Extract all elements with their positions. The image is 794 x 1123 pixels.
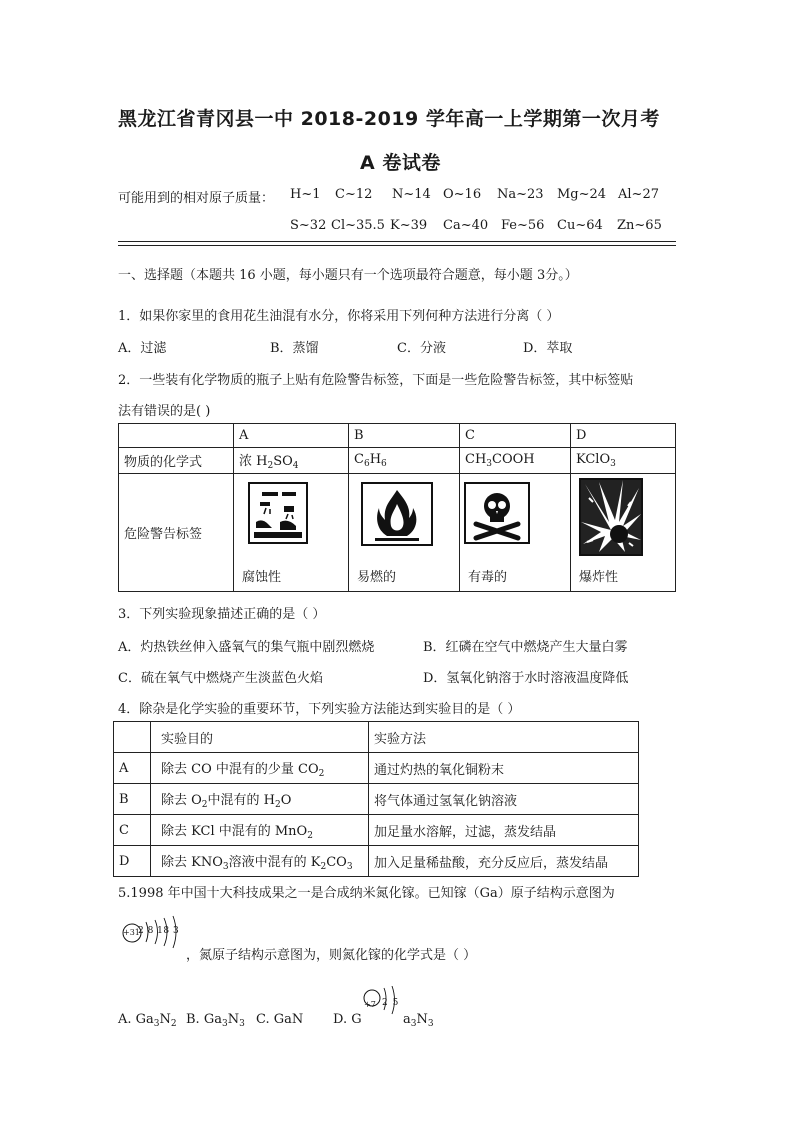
q5-stem-line2: ，氮原子结构示意图为，则氮化镓的化学式是（ ） — [186, 948, 477, 963]
q2-formula-a — [234, 448, 349, 474]
q5-option-c: C. GaN — [256, 1012, 304, 1027]
q2-formula-b — [349, 448, 460, 474]
q3-option-c: C．硫在氧气中燃烧产生淡蓝色火焰 — [118, 671, 323, 686]
option-subscript: 3 — [239, 1019, 245, 1029]
q4-row-a-method: 通过灼热的氧化铜粉末 — [369, 753, 639, 784]
formula-subscript: 3 — [610, 459, 616, 469]
q2-formula-d — [571, 448, 676, 474]
q2-formula-c — [460, 448, 571, 474]
q1-option-a: A．过滤 — [118, 341, 167, 356]
purpose-text: 除去 KCl 中混有的 MnO — [161, 823, 308, 839]
q4-header-purpose: 实验目的 — [151, 722, 369, 753]
q2-label-cell-b — [349, 474, 460, 592]
q1-stem: 1．如果你家里的食用花生油混有水分，你将采用下列何种方法进行分离（ ） — [118, 309, 560, 324]
purpose-text: 除去 CO 中混有的少量 CO — [161, 761, 319, 777]
q1-option-d: D．萃取 — [523, 341, 573, 356]
q2-label-cell-c — [460, 474, 571, 592]
q2-row-formula-header: 物质的化学式 — [119, 448, 234, 474]
header-divider-bottom — [118, 245, 676, 246]
purpose-subscript: 3 — [222, 861, 229, 872]
n-electron-shells: 2 5 — [382, 998, 400, 1008]
q3-option-b: B．红磷在空气中燃烧产生大量白雾 — [423, 640, 628, 655]
q2-label-d: 爆炸性 — [579, 570, 619, 585]
q4-row-d-letter: D — [114, 846, 151, 877]
purpose-text: 除去 O — [161, 792, 202, 808]
formula-text: COOH — [492, 452, 535, 467]
q2-col-c: C — [460, 424, 571, 448]
formula-text: C — [354, 452, 364, 467]
q4-header-method: 实验方法 — [369, 722, 639, 753]
q4-row-a-purpose — [151, 753, 369, 784]
formula-subscript: 2 — [267, 461, 274, 471]
q5-stem-line1: 5.1998 年中国十大科技成果之一是合成纳米氮化镓。已知镓（Ga）原子结构示意图为 — [118, 886, 615, 901]
atomic-mass-o: O~16 — [443, 187, 482, 202]
purpose-text: 中混有的 H — [207, 792, 276, 808]
ga-nucleus-charge: +31 — [123, 928, 140, 937]
atomic-mass-mg: Mg~24 — [557, 187, 607, 202]
q4-row-c-letter: C — [114, 815, 151, 846]
q3-option-d: D．氢氧化钠溶于水时溶液温度降低 — [423, 671, 629, 686]
atomic-mass-zn: Zn~65 — [617, 218, 662, 233]
exam-title-line1: 黑龙江省青冈县一中 2018-2019 学年高一上学期第一次月考 — [118, 108, 660, 130]
atomic-mass-c: C~12 — [335, 187, 373, 202]
formula-text: SO — [273, 454, 293, 469]
option-text: a — [403, 1012, 411, 1027]
formula-subscript: 6 — [363, 459, 370, 469]
option-text: N — [416, 1012, 428, 1027]
purpose-text: O — [280, 792, 292, 808]
section-heading: 一、选择题（本题共 16 小题，每小题只有一个选项最符合题意，每小题 3分。） — [118, 268, 578, 283]
option-subscript: 3 — [221, 1019, 228, 1029]
q4-stem: 4．除杂是化学实验的重要环节，下列实验方法能达到实验目的是（ ） — [118, 702, 521, 717]
formula-subscript: 3 — [486, 459, 493, 469]
option-text: A. Ga — [118, 1012, 154, 1027]
atomic-mass-na: Na~23 — [497, 187, 544, 202]
q2-label-cell-d — [571, 474, 676, 592]
purpose-subscript: 2 — [307, 830, 313, 841]
option-text: N — [227, 1012, 240, 1027]
q4-row-c-method: 加足量水溶解，过滤，蒸发结晶 — [369, 815, 639, 846]
formula-text: H — [369, 452, 382, 467]
q4-row-d-method: 加入足量稀盐酸，充分反应后，蒸发结晶 — [369, 846, 639, 877]
purpose-subscript: 3 — [346, 861, 353, 872]
atomic-mass-cl: Cl~35.5 — [331, 218, 385, 233]
purpose-text: CO — [326, 854, 347, 870]
header-divider-top — [118, 241, 676, 242]
q2-label-cell-a — [234, 474, 349, 592]
ga-atom-structure-diagram — [120, 912, 188, 966]
purpose-text: 除去 KNO — [161, 854, 223, 870]
explosive-icon — [579, 478, 643, 556]
option-text: B. Ga — [186, 1012, 222, 1027]
q5-option-d: D. G — [333, 1012, 362, 1027]
atomic-mass-ca: Ca~40 — [443, 218, 489, 233]
q4-table — [113, 721, 639, 877]
atomic-mass-fe: Fe~56 — [501, 218, 545, 233]
q4-row-b-purpose — [151, 784, 369, 815]
atomic-mass-n: N~14 — [392, 187, 431, 202]
q3-stem: 3．下列实验现象描述正确的是（ ） — [118, 607, 326, 622]
atomic-mass-h: H~1 — [290, 187, 321, 202]
q3-option-a: A．灼热铁丝伸入盛氧气的集气瓶中剧烈燃烧 — [118, 640, 375, 655]
corrosive-icon — [248, 482, 308, 544]
q2-label-c: 有毒的 — [468, 570, 508, 585]
q4-row-b-letter: B — [114, 784, 151, 815]
q2-hazard-table — [118, 423, 676, 592]
q4-row-d-purpose — [151, 846, 369, 877]
q1-option-c: C．分液 — [397, 341, 446, 356]
toxic-skull-icon — [464, 482, 530, 544]
q5-option-b — [186, 1012, 245, 1029]
n-nucleus-charge: +7 — [364, 1000, 376, 1009]
q2-corner-cell — [119, 424, 234, 448]
option-subscript: 3 — [410, 1019, 417, 1029]
formula-subscript: 4 — [292, 461, 299, 471]
q2-row-label-header: 危险警告标签 — [119, 474, 234, 592]
q2-col-a: A — [234, 424, 349, 448]
q2-label-a: 腐蚀性 — [242, 570, 282, 585]
q2-label-b: 易燃的 — [357, 570, 397, 585]
q2-stem-line2: 法有错误的是( ) — [118, 404, 211, 419]
q4-row-a-letter: A — [114, 753, 151, 784]
atomic-masses-label: 可能用到的相对原子质量： — [118, 191, 275, 206]
purpose-subscript: 2 — [201, 799, 208, 810]
option-subscript: 3 — [153, 1019, 160, 1029]
option-text: N — [159, 1012, 171, 1027]
purpose-subscript: 2 — [320, 861, 327, 872]
atomic-mass-cu: Cu~64 — [557, 218, 603, 233]
formula-text: KClO — [576, 452, 611, 467]
q2-col-d: D — [571, 424, 676, 448]
q4-row-b-method: 将气体通过氢氧化钠溶液 — [369, 784, 639, 815]
q4-row-c-purpose — [151, 815, 369, 846]
formula-subscript: 6 — [381, 459, 387, 469]
atomic-mass-k: K~39 — [390, 218, 428, 233]
flammable-icon — [361, 482, 433, 546]
atomic-mass-al: Al~27 — [618, 187, 659, 202]
purpose-text: 溶液中混有的 K — [228, 854, 321, 870]
formula-text: CH — [465, 452, 487, 467]
option-subscript: 3 — [427, 1019, 434, 1029]
q1-option-b: B．蒸馏 — [270, 341, 319, 356]
purpose-subscript: 2 — [275, 799, 281, 810]
q2-col-b: B — [349, 424, 460, 448]
q4-corner-cell — [114, 722, 151, 753]
atomic-mass-s: S~32 — [290, 218, 327, 233]
option-subscript: 2 — [170, 1019, 177, 1029]
purpose-subscript: 2 — [318, 768, 325, 779]
q5-option-a — [118, 1012, 177, 1029]
q5-option-d-tail — [403, 1012, 434, 1029]
ga-electron-shells: 2 8 18 3 — [138, 926, 180, 936]
formula-text: 浓 H — [239, 454, 268, 469]
exam-title-line2: A 卷试卷 — [360, 152, 441, 174]
q2-stem-line1: 2．一些装有化学物质的瓶子上贴有危险警告标签，下面是一些危险警告标签，其中标签贴 — [118, 373, 634, 388]
